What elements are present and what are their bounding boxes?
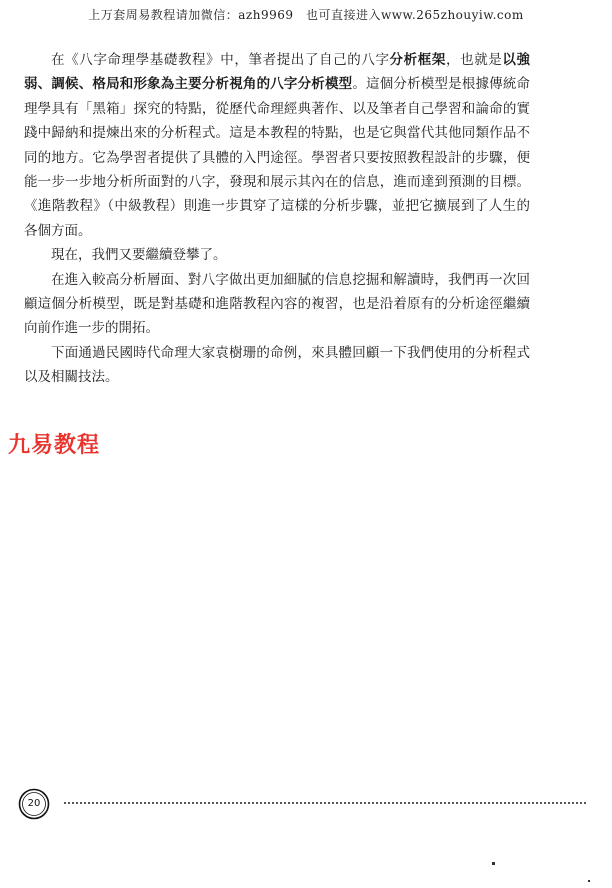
scan-speck bbox=[588, 880, 590, 882]
body-text bbox=[24, 48, 530, 390]
paragraph-1-part-a: 在《八字命理學基礎教程》中，筆者提出了自己的八字 bbox=[51, 52, 390, 68]
header-banner: 上万套周易教程请加微信：azh9969 也可直接进入www.265zhouyiw.com bbox=[88, 8, 524, 22]
paragraph-1-part-e: 。這個分析模型是根據傳統命理學具有「黑箱」探究的特點，從歷代命理經典著作、以及筆者自己學習和論命的實踐中歸納和提煉出來的分析程式。這是本教程的特點，也是它與當代其他同類作品不同的地方。它為學習者提供了具體的入門途徑。學習者只要按照教程設計的步驟，便能一步一步地分析所面對的八字，發現和展示其內在的信息，進而達到預測的目標。《進階教程》（中級教程）則進一步貫穿了這樣的分析步驟，並把它擴展到了人生的各個方面。 bbox=[24, 76, 531, 239]
watermark-logo: 九易教程 bbox=[8, 433, 101, 458]
paragraph-1-bold-model: 以強弱、調候、格局和形象為主要分析視角的八字分析模型 bbox=[24, 52, 531, 93]
paragraph-1 bbox=[24, 48, 530, 243]
paragraph-3: 在進入較高分析層面、對八字做出更加細膩的信息挖掘和解讀時，我們再一次回顧這個分析模型，既是對基礎和進階教程內容的複習，也是沿着原有的分析途徑繼續向前作進一步的開拓。 bbox=[24, 271, 530, 337]
paragraph-1-part-c: ，也就是 bbox=[445, 52, 503, 68]
page-number-badge bbox=[18, 788, 50, 820]
footer-dotted-rule bbox=[64, 802, 586, 804]
paragraph-1-bold-framework: 分析框架 bbox=[389, 52, 446, 68]
paragraph-4: 下面通過民國時代命理大家袁樹珊的命例，來具體回顧一下我們使用的分析程式以及相關技法。 bbox=[24, 344, 530, 386]
scan-speck bbox=[492, 862, 495, 865]
paragraph-2: 現在，我們又要繼續登攀了。 bbox=[51, 247, 227, 264]
page-number: 20 bbox=[27, 798, 41, 809]
